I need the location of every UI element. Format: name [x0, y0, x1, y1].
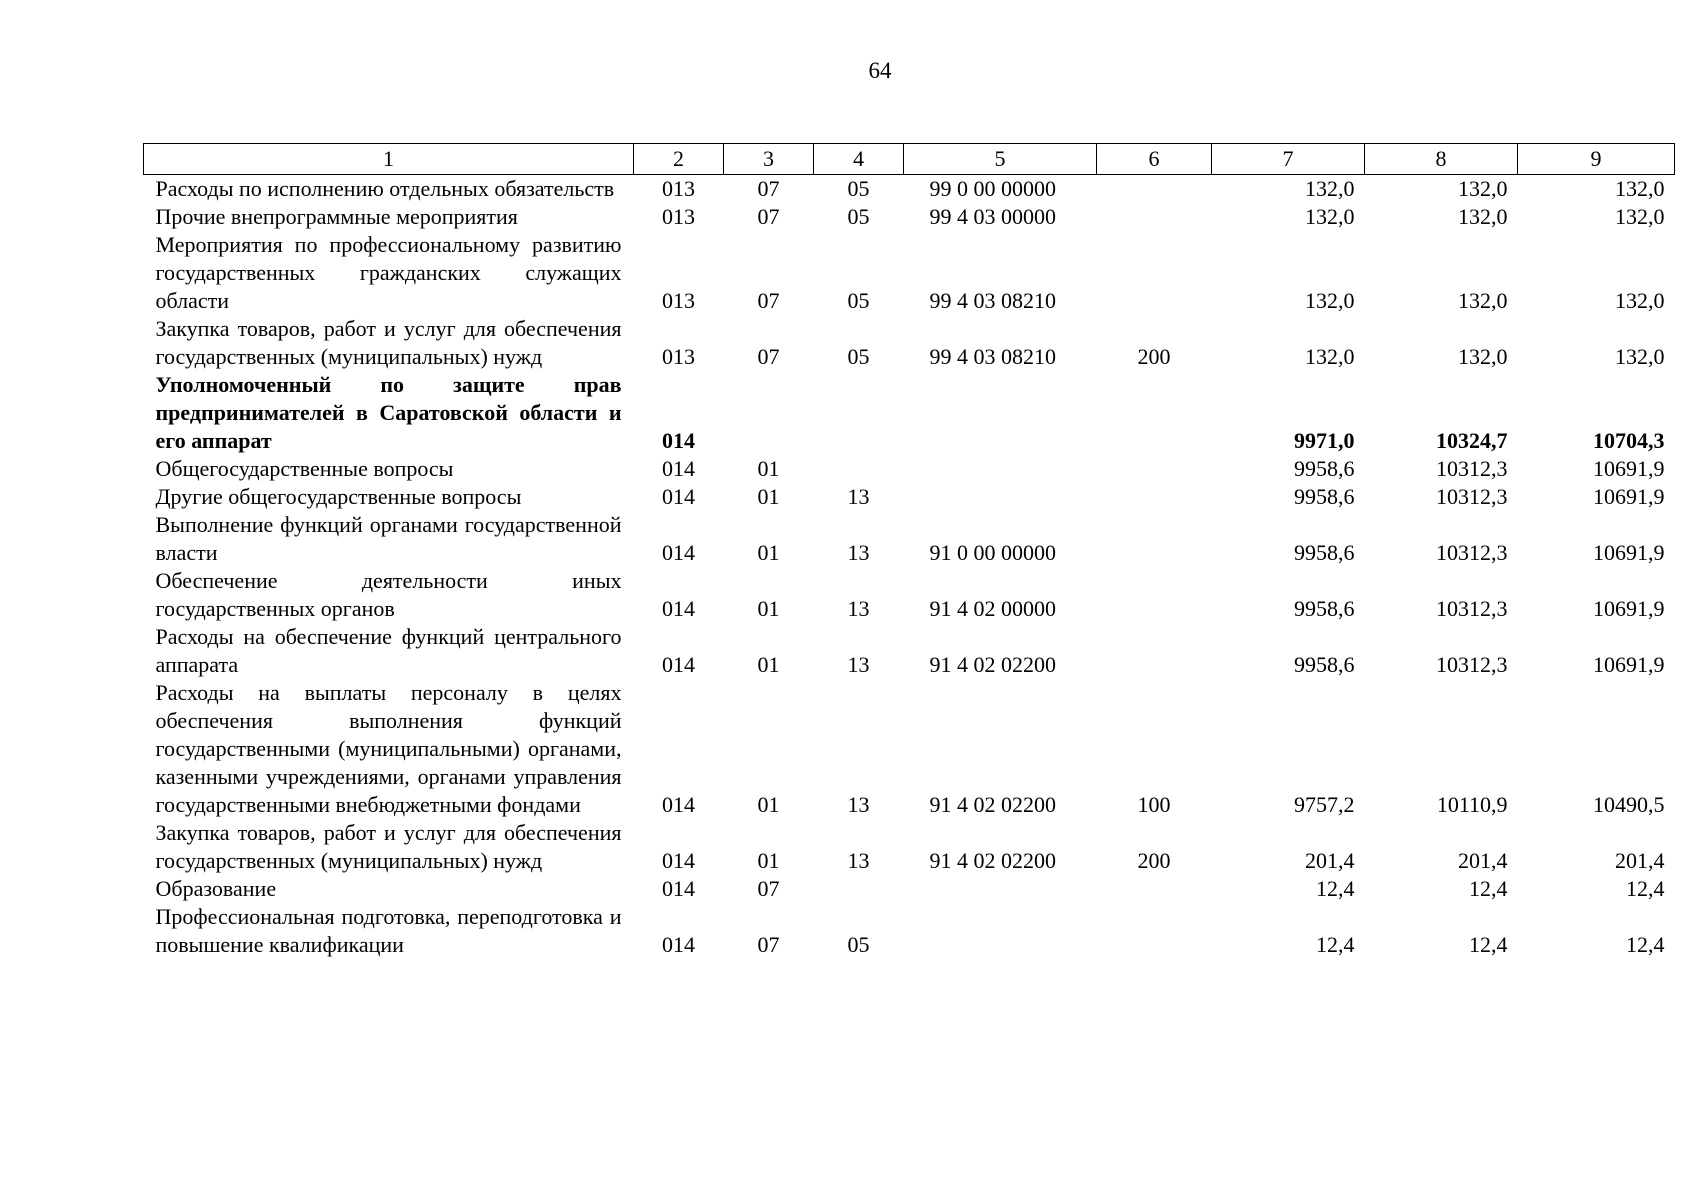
- subsection-code-cell: [814, 455, 904, 483]
- amount-col8-cell: 10312,3: [1436, 596, 1508, 621]
- ministry-code-cell: 014: [662, 596, 695, 621]
- target-article-cell: [904, 371, 1097, 455]
- section-code-cell: 01: [757, 652, 780, 677]
- budget-table: [143, 143, 1675, 959]
- subsection-code-cell: 05: [847, 344, 870, 369]
- target-article-cell: 91 4 02 00000: [929, 596, 1056, 621]
- amount-col8-cell: 10324,7: [1436, 428, 1508, 453]
- header-cell-4: 4: [814, 144, 904, 175]
- ministry-code-cell: 014: [662, 428, 695, 453]
- expense-type-cell: [1097, 511, 1212, 567]
- table-row: [144, 455, 1675, 483]
- row-name-cell: Закупка товаров, работ и услуг для обеспечения государственных (муниципальных) нужд: [155, 316, 622, 369]
- section-code-cell: 01: [757, 484, 780, 509]
- amount-col9-cell: 10691,9: [1593, 484, 1665, 509]
- ministry-code-cell: 014: [662, 848, 695, 873]
- amount-col9-cell: 132,0: [1615, 204, 1665, 229]
- amount-col8-cell: 132,0: [1458, 176, 1508, 201]
- subsection-code-cell: 13: [847, 596, 870, 621]
- amount-col8-cell: 10312,3: [1436, 456, 1508, 481]
- header-cell-3: 3: [724, 144, 814, 175]
- target-article-cell: 99 4 03 00000: [929, 204, 1056, 229]
- amount-col7-cell: 9958,6: [1294, 484, 1355, 509]
- expense-type-cell: [1097, 371, 1212, 455]
- expense-type-cell: 200: [1137, 344, 1171, 369]
- amount-col7-cell: 132,0: [1305, 204, 1355, 229]
- expense-type-cell: [1097, 455, 1212, 483]
- row-name-cell: Прочие внепрограммные мероприятия: [155, 204, 518, 229]
- table-row: [144, 371, 1675, 455]
- amount-col7-cell: 12,4: [1316, 876, 1355, 901]
- ministry-code-cell: 014: [662, 652, 695, 677]
- header-cell-2: 2: [634, 144, 724, 175]
- row-name-cell: Общегосударственные вопросы: [155, 456, 454, 481]
- table-row: [144, 315, 1675, 371]
- amount-col7-cell: 132,0: [1305, 176, 1355, 201]
- table-row: [144, 875, 1675, 903]
- header-cell-7: 7: [1212, 144, 1365, 175]
- section-code-cell: 07: [757, 204, 780, 229]
- amount-col9-cell: 132,0: [1615, 288, 1665, 313]
- ministry-code-cell: 013: [662, 204, 695, 229]
- subsection-code-cell: 13: [847, 484, 870, 509]
- target-article-cell: 91 0 00 00000: [929, 540, 1056, 565]
- section-code-cell: 01: [757, 792, 780, 817]
- target-article-cell: [904, 455, 1097, 483]
- amount-col8-cell: 10312,3: [1436, 484, 1508, 509]
- amount-col8-cell: 12,4: [1469, 932, 1508, 957]
- section-code-cell: 01: [757, 456, 780, 481]
- amount-col7-cell: 132,0: [1305, 288, 1355, 313]
- expense-type-cell: [1097, 483, 1212, 511]
- amount-col8-cell: 10312,3: [1436, 540, 1508, 565]
- subsection-code-cell: 13: [847, 652, 870, 677]
- row-name-cell: Другие общегосударственные вопросы: [155, 484, 522, 509]
- ministry-code-cell: 014: [662, 876, 695, 901]
- ministry-code-cell: 014: [662, 792, 695, 817]
- amount-col9-cell: 10691,9: [1593, 456, 1665, 481]
- amount-col9-cell: 10691,9: [1593, 596, 1665, 621]
- subsection-code-cell: 05: [847, 288, 870, 313]
- table-row: [144, 679, 1675, 819]
- row-name-cell: Образование: [155, 876, 277, 901]
- amount-col8-cell: 10110,9: [1436, 792, 1508, 817]
- ministry-code-cell: 013: [662, 288, 695, 313]
- ministry-code-cell: 014: [662, 456, 695, 481]
- section-code-cell: 01: [757, 596, 780, 621]
- expense-type-cell: [1097, 203, 1212, 231]
- section-code-cell: 07: [757, 932, 780, 957]
- row-name-cell: Расходы по исполнению отдельных обязательств: [155, 176, 615, 201]
- section-code-cell: 01: [757, 540, 780, 565]
- target-article-cell: [904, 875, 1097, 903]
- table-row: [144, 231, 1675, 315]
- header-cell-8: 8: [1365, 144, 1518, 175]
- header-row: [144, 144, 1675, 175]
- expense-type-cell: [1097, 175, 1212, 204]
- section-code-cell: 07: [757, 344, 780, 369]
- target-article-cell: 99 4 03 08210: [929, 344, 1056, 369]
- table-row: [144, 819, 1675, 875]
- ministry-code-cell: 014: [662, 932, 695, 957]
- amount-col7-cell: 12,4: [1316, 932, 1355, 957]
- expense-type-cell: 100: [1137, 792, 1171, 817]
- expense-type-cell: [1097, 231, 1212, 315]
- amount-col8-cell: 12,4: [1469, 876, 1508, 901]
- section-code-cell: 07: [757, 876, 780, 901]
- ministry-code-cell: 013: [662, 176, 695, 201]
- page-number: 64: [868, 58, 892, 83]
- expense-type-cell: [1097, 903, 1212, 959]
- target-article-cell: [904, 903, 1097, 959]
- row-name-cell: Профессиональная подготовка, переподготовка и повышение квалификации: [155, 904, 622, 957]
- ministry-code-cell: 014: [662, 540, 695, 565]
- amount-col9-cell: 10691,9: [1593, 652, 1665, 677]
- header-cell-9: 9: [1518, 144, 1675, 175]
- amount-col8-cell: 132,0: [1458, 204, 1508, 229]
- subsection-code-cell: 13: [847, 540, 870, 565]
- amount-col9-cell: 201,4: [1615, 848, 1665, 873]
- target-article-cell: 99 0 00 00000: [929, 176, 1056, 201]
- subsection-code-cell: 05: [847, 932, 870, 957]
- amount-col7-cell: 9971,0: [1294, 428, 1355, 453]
- subsection-code-cell: [814, 875, 904, 903]
- amount-col9-cell: 132,0: [1615, 344, 1665, 369]
- amount-col7-cell: 132,0: [1305, 344, 1355, 369]
- amount-col8-cell: 132,0: [1458, 288, 1508, 313]
- header-cell-5: 5: [904, 144, 1097, 175]
- amount-col8-cell: 201,4: [1458, 848, 1508, 873]
- table-row: [144, 623, 1675, 679]
- section-code-cell: 01: [757, 848, 780, 873]
- amount-col9-cell: 132,0: [1615, 176, 1665, 201]
- subsection-code-cell: [814, 371, 904, 455]
- section-code-cell: [724, 371, 814, 455]
- table-row: [144, 511, 1675, 567]
- amount-col9-cell: 12,4: [1626, 876, 1665, 901]
- row-name-cell: Обеспечение деятельности иных государственных органов: [155, 568, 622, 621]
- amount-col7-cell: 9958,6: [1294, 456, 1355, 481]
- table-body: [144, 175, 1675, 960]
- target-article-cell: 91 4 02 02200: [929, 652, 1056, 677]
- subsection-code-cell: 05: [847, 176, 870, 201]
- expense-type-cell: [1097, 875, 1212, 903]
- table-row: [144, 903, 1675, 959]
- expense-type-cell: [1097, 567, 1212, 623]
- section-code-cell: 07: [757, 288, 780, 313]
- table-row: [144, 203, 1675, 231]
- subsection-code-cell: 05: [847, 204, 870, 229]
- amount-col7-cell: 9958,6: [1294, 652, 1355, 677]
- amount-col9-cell: 12,4: [1626, 932, 1665, 957]
- amount-col7-cell: 9958,6: [1294, 540, 1355, 565]
- expense-type-cell: 200: [1137, 848, 1171, 873]
- row-name-cell: Расходы на обеспечение функций центрального аппарата: [155, 624, 622, 677]
- subsection-code-cell: 13: [847, 848, 870, 873]
- target-article-cell: 99 4 03 08210: [929, 288, 1056, 313]
- amount-col8-cell: 132,0: [1458, 344, 1508, 369]
- target-article-cell: 91 4 02 02200: [929, 848, 1056, 873]
- row-name-cell: Выполнение функций органами государственной власти: [155, 512, 622, 565]
- row-name-cell: Закупка товаров, работ и услуг для обеспечения государственных (муниципальных) нужд: [155, 820, 622, 873]
- table-row: [144, 567, 1675, 623]
- target-article-cell: [904, 483, 1097, 511]
- subsection-code-cell: 13: [847, 792, 870, 817]
- amount-col7-cell: 9757,2: [1294, 792, 1355, 817]
- amount-col7-cell: 9958,6: [1294, 596, 1355, 621]
- amount-col8-cell: 10312,3: [1436, 652, 1508, 677]
- table-row: [144, 483, 1675, 511]
- amount-col9-cell: 10490,5: [1593, 792, 1665, 817]
- target-article-cell: 91 4 02 02200: [929, 792, 1056, 817]
- ministry-code-cell: 014: [662, 484, 695, 509]
- row-name-cell: Мероприятия по профессиональному развитию государственных гражданских служащих области: [155, 232, 622, 313]
- table-row: [144, 175, 1675, 204]
- ministry-code-cell: 013: [662, 344, 695, 369]
- section-code-cell: 07: [757, 176, 780, 201]
- expense-type-cell: [1097, 623, 1212, 679]
- row-name-cell: Расходы на выплаты персоналу в целях обеспечения выполнения функций государственными (муниципальными) органами, казенными учреждениями, органами управления государственными внебюджетными фондами: [155, 680, 622, 817]
- amount-col9-cell: 10691,9: [1593, 540, 1665, 565]
- amount-col9-cell: 10704,3: [1593, 428, 1665, 453]
- amount-col7-cell: 201,4: [1305, 848, 1355, 873]
- header-cell-6: 6: [1097, 144, 1212, 175]
- row-name-cell: Уполномоченный по защите прав предпринимателей в Саратовской области и его аппарат: [155, 372, 622, 453]
- header-cell-1: 1: [144, 144, 634, 175]
